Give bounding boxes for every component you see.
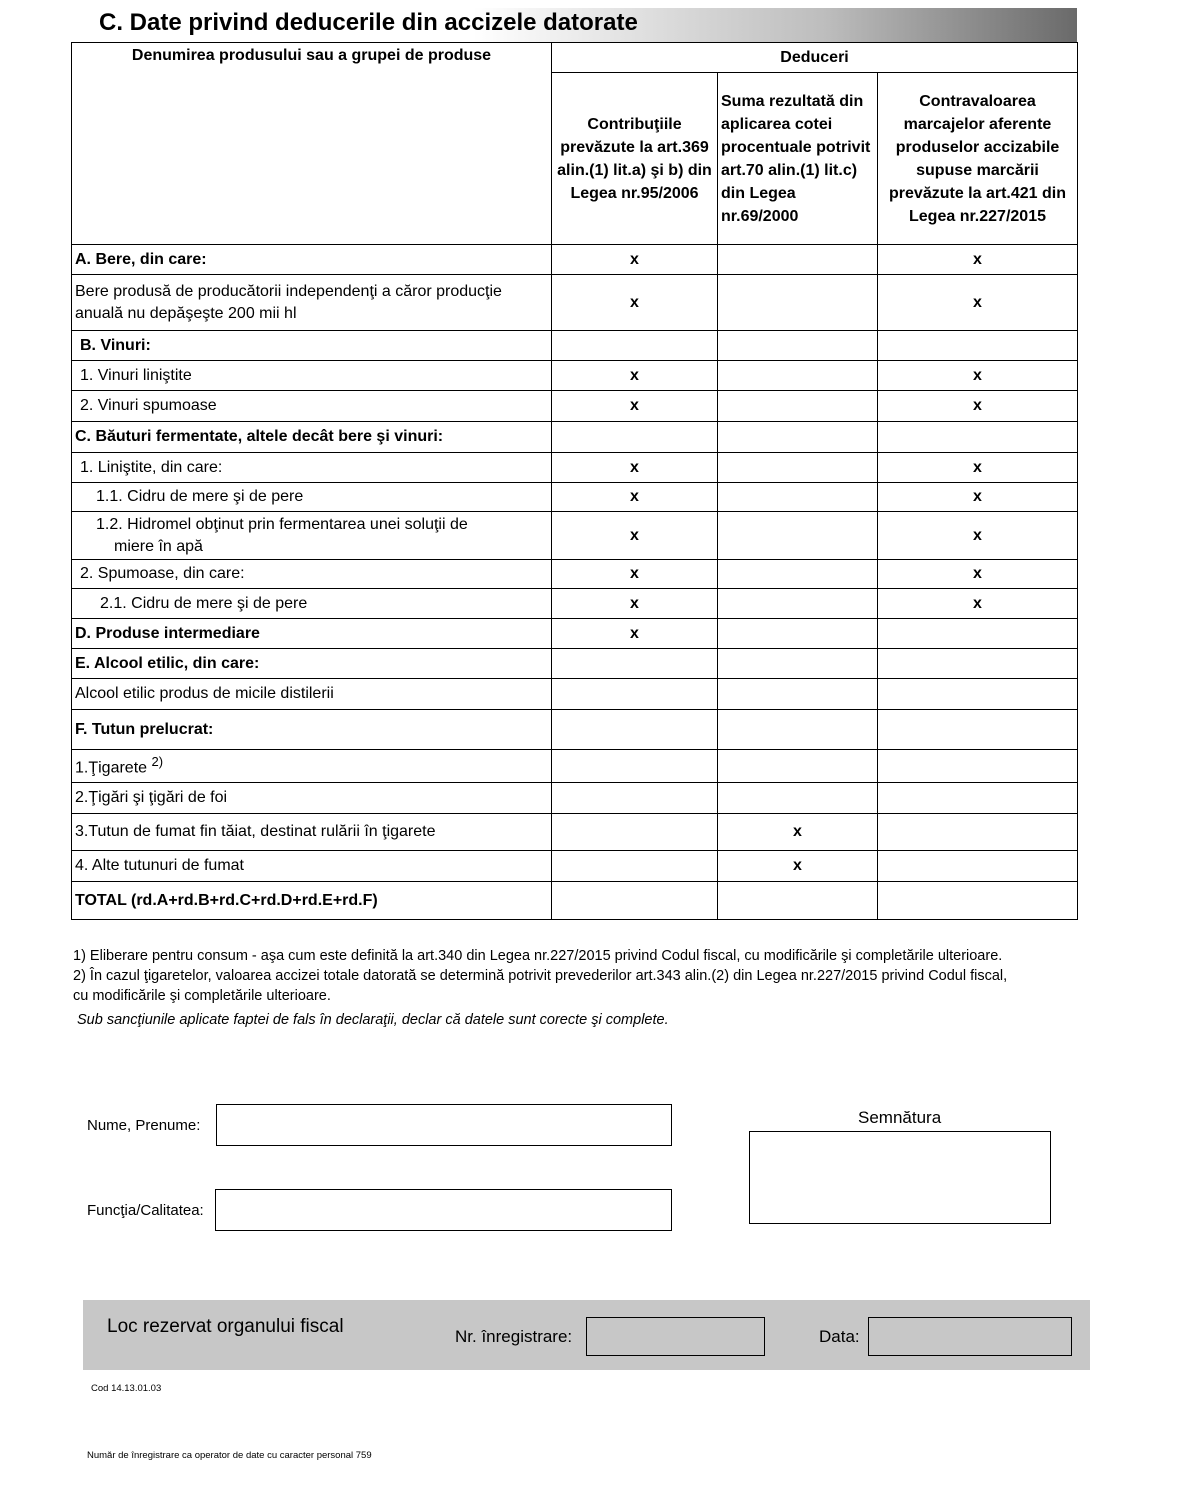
row-label: F. Tutun prelucrat: [72, 710, 552, 750]
cell-col1[interactable] [552, 750, 718, 783]
row-label-total: TOTAL (rd.A+rd.B+rd.C+rd.D+rd.E+rd.F) [72, 882, 552, 920]
cell-col1[interactable]: x [552, 512, 718, 560]
row-label: A. Bere, din care: [72, 245, 552, 275]
row-label: B. Vinuri: [72, 331, 552, 361]
cell-col2[interactable] [718, 679, 878, 710]
cell-col2[interactable] [718, 750, 878, 783]
footnote-2-line1: 2) În cazul ţigaretelor, valoarea accizei totale datorată se determină potrivit prevederilor art.343 alin.(2) din Legea nr.227/2015 privind Codul fiscal, [73, 968, 1008, 984]
table-row [72, 483, 1078, 512]
cell-col2[interactable]: x [718, 814, 878, 851]
header-deductions: Deduceri [552, 43, 1078, 73]
cell-col1[interactable] [552, 331, 718, 361]
row-label: 3.Tutun de fumat fin tăiat, destinat rulării în ţigarete [72, 814, 552, 851]
name-label: Nume, Prenume: [87, 1117, 201, 1134]
row-label: Alcool etilic produs de micile distilerii [72, 679, 552, 710]
row-label: D. Produse intermediare [72, 619, 552, 649]
section-title: C. Date privind deducerile din accizele datorate [99, 9, 638, 36]
cell-col3[interactable]: x [878, 275, 1078, 331]
footnote-1: 1) Eliberare pentru consum - aşa cum este definită la art.340 din Legea nr.227/2015 privind Codul fiscal, cu modificările şi completările ulterioare. [73, 948, 1003, 964]
cell-col2[interactable] [718, 783, 878, 814]
table-row [72, 453, 1078, 483]
cell-col3[interactable] [878, 882, 1078, 920]
cell-col1[interactable]: x [552, 275, 718, 331]
cell-col3[interactable] [878, 649, 1078, 679]
cell-col2[interactable] [718, 619, 878, 649]
signature-box[interactable] [749, 1131, 1051, 1224]
table-row [72, 851, 1078, 882]
registration-label: Nr. înregistrare: [455, 1327, 573, 1346]
row-label-text: 1.Ţigarete [75, 759, 148, 777]
cell-col1[interactable]: x [552, 391, 718, 422]
declaration-text: Sub sancţiunile aplicate faptei de fals în declaraţii, declar că datele sunt corecte şi complete. [77, 1012, 669, 1028]
section-header [71, 8, 1077, 42]
cell-col3[interactable]: x [878, 453, 1078, 483]
table-row [72, 649, 1078, 679]
cell-col3[interactable] [878, 814, 1078, 851]
cell-col2[interactable]: x [718, 851, 878, 882]
cell-col3[interactable] [878, 619, 1078, 649]
cell-col1[interactable]: x [552, 619, 718, 649]
row-label: 4. Alte tutunuri de fumat [72, 851, 552, 882]
row-label: E. Alcool etilic, din care: [72, 649, 552, 679]
cell-col3[interactable] [878, 422, 1078, 453]
table-row [72, 710, 1078, 750]
table-row [72, 882, 1078, 920]
cell-col2[interactable] [718, 361, 878, 391]
cell-col2[interactable] [718, 331, 878, 361]
cell-col2[interactable] [718, 422, 878, 453]
row-label: 2. Vinuri spumoase [72, 391, 552, 422]
operator-registration: Număr de înregistrare ca operator de date cu caracter personal 759 [87, 1450, 372, 1461]
cell-col2[interactable] [718, 483, 878, 512]
cell-col3[interactable]: x [878, 245, 1078, 275]
cell-col3[interactable] [878, 750, 1078, 783]
cell-col3[interactable] [878, 331, 1078, 361]
footnote-2-line2: cu modificările şi completările ulterioare. [73, 988, 331, 1004]
date-field[interactable] [868, 1317, 1072, 1356]
function-field[interactable] [215, 1189, 672, 1231]
cell-col2[interactable] [718, 391, 878, 422]
row-label: C. Băuturi fermentate, altele decât bere şi vinuri: [72, 422, 552, 453]
cell-col2[interactable] [718, 649, 878, 679]
header-col3: Contravaloarea marcajelor aferente produselor accizabile supuse marcării prevăzute la art.421 din Legea nr.227/2015 [878, 73, 1078, 245]
row-label: 1. Vinuri liniştite [72, 361, 552, 391]
footnotes [73, 946, 1083, 1006]
cell-col1[interactable] [552, 649, 718, 679]
cell-col1[interactable]: x [552, 245, 718, 275]
table-row [72, 783, 1078, 814]
cell-col3[interactable]: x [878, 512, 1078, 560]
table-row [72, 619, 1078, 649]
cell-col3[interactable] [878, 783, 1078, 814]
cell-col2[interactable] [718, 245, 878, 275]
table-row [72, 560, 1078, 589]
cell-col3[interactable]: x [878, 361, 1078, 391]
row-label [72, 512, 552, 560]
table-row [72, 512, 1078, 560]
cell-col3[interactable]: x [878, 589, 1078, 619]
table-row [72, 750, 1078, 783]
date-label: Data: [819, 1327, 860, 1346]
deductions-table [71, 42, 1078, 920]
row-label-line1: 1.2. Hidromel obţinut prin fermentarea unei soluţii de [96, 515, 468, 533]
registration-field[interactable] [586, 1317, 765, 1356]
cell-col3[interactable] [878, 679, 1078, 710]
row-label: 2.Ţigări şi ţigări de foi [72, 783, 552, 814]
row-label: 1. Liniştite, din care: [72, 453, 552, 483]
row-label-line2: miere în apă [114, 537, 203, 555]
cell-col1[interactable] [552, 814, 718, 851]
cell-col2[interactable] [718, 882, 878, 920]
cell-col2[interactable] [718, 710, 878, 750]
cell-col1[interactable] [552, 882, 718, 920]
cell-col1[interactable] [552, 422, 718, 453]
table-row [72, 331, 1078, 361]
cell-col1[interactable]: x [552, 589, 718, 619]
fiscal-title: Loc rezervat organului fiscal [107, 1316, 344, 1337]
cell-col2[interactable] [718, 512, 878, 560]
cell-col2[interactable] [718, 275, 878, 331]
table-row [72, 589, 1078, 619]
header-product: Denumirea produsului sau a grupei de produse [72, 43, 552, 245]
row-label: 2.1. Cidru de mere şi de pere [72, 589, 552, 619]
table-row [72, 814, 1078, 851]
signature-label: Semnătura [858, 1108, 942, 1127]
cell-col3[interactable]: x [878, 391, 1078, 422]
row-label [72, 750, 552, 783]
cell-col3[interactable]: x [878, 483, 1078, 512]
cell-col2[interactable] [718, 589, 878, 619]
cell-col1[interactable] [552, 679, 718, 710]
cell-col1[interactable] [552, 851, 718, 882]
cell-col3[interactable] [878, 710, 1078, 750]
cell-col1[interactable]: x [552, 453, 718, 483]
row-label: Bere produsă de producătorii independenţi a căror producţie anuală nu depăşeşte 200 mii hl [72, 275, 552, 331]
cell-col1[interactable]: x [552, 361, 718, 391]
row-label: 2. Spumoase, din care: [72, 560, 552, 589]
cell-col1[interactable]: x [552, 560, 718, 589]
table-row [72, 679, 1078, 710]
name-field[interactable] [216, 1104, 672, 1146]
cell-col1[interactable]: x [552, 483, 718, 512]
footnote-ref: 2) [151, 754, 164, 770]
fiscal-reserved-area [83, 1300, 1090, 1370]
cell-col2[interactable] [718, 453, 878, 483]
table-row [72, 275, 1078, 331]
row-label: 1.1. Cidru de mere şi de pere [72, 483, 552, 512]
header-col1: Contribuţiile prevăzute la art.369 alin.(1) lit.a) şi b) din Legea nr.95/2006 [552, 73, 718, 245]
table-row [72, 391, 1078, 422]
table-row [72, 361, 1078, 391]
form-code: Cod 14.13.01.03 [91, 1383, 162, 1394]
table-row [72, 245, 1078, 275]
cell-col2[interactable] [718, 560, 878, 589]
cell-col3[interactable]: x [878, 560, 1078, 589]
header-col2: Suma rezultată din aplicarea cotei procentuale potrivit art.70 alin.(1) lit.c) din Legea nr.69/2000 [718, 73, 878, 245]
cell-col1[interactable] [552, 783, 718, 814]
table-row [72, 422, 1078, 453]
cell-col1[interactable] [552, 710, 718, 750]
function-label: Funcţia/Calitatea: [87, 1202, 204, 1219]
cell-col3[interactable] [878, 851, 1078, 882]
